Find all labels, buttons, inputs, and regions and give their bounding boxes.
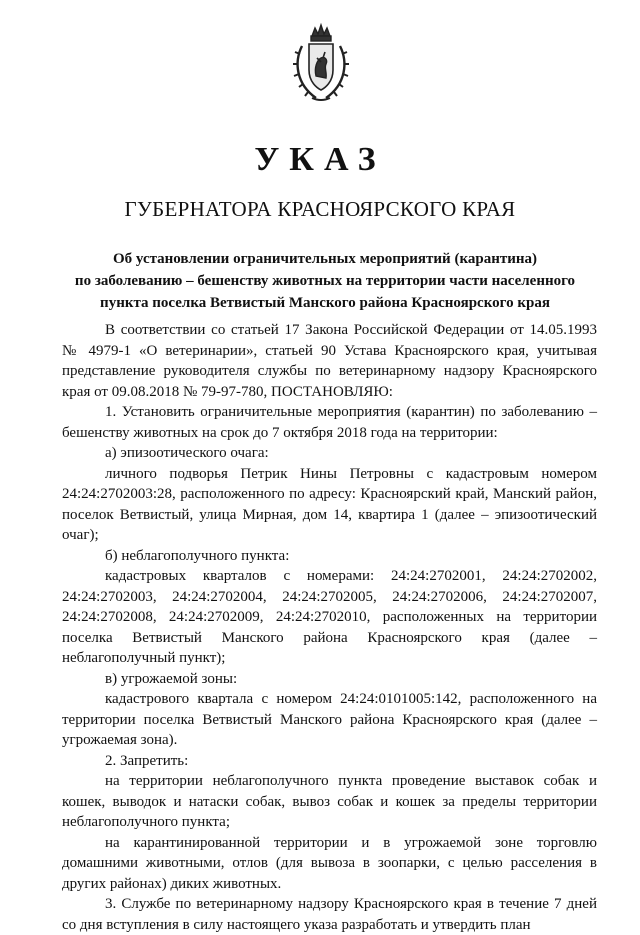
paragraph-item-1: 1. Установить ограничительные мероприятия (карантин) по заболеванию – бешенству животных на срок до 7 октября 2018 года на территории:	[62, 404, 597, 441]
heading-line: пункта поселка Ветвистый Манского района Красноярского края	[100, 295, 550, 311]
paragraph-item-2: 2. Запретить:	[105, 752, 189, 769]
paragraph-subitem-a-text: личного подворья Петрик Нины Петровны с кадастровым номером 24:24:2702003:28, расположенного по адресу: Красноярский край, Манский район, поселок Ветвистый, улица Мирная, дом 14, квартира 1 (далее – эпизоотический очаг);	[62, 465, 597, 543]
paragraph-subitem-c: в) угрожаемой зоны:	[105, 670, 238, 687]
paragraph-subitem-b-text: кадастровых кварталов с номерами: 24:24:2702001, 24:24:2702002, 24:24:2702003, 24:24:2702004, 24:24:2702005, 24:24:2702006, 24:24:2702007, 24:24:2702008, 24:24:2702009, 24:24:2702010, расположенных на территории поселка Ветвистый Манского района Красноярского края (далее – неблагополучный пункт);	[62, 568, 597, 666]
paragraph-subitem-b: б) неблагополучного пункта:	[105, 547, 290, 564]
coat-of-arms-emblem	[290, 22, 352, 104]
paragraph-subitem-a: а) эпизоотического очага:	[105, 445, 269, 461]
paragraph-item-2-text-b: на карантинированной территории и в угрожаемой зоне торговлю домашними животными, отлов (для вывоза в зоопарки, с целью расселения в других районах) диких животных.	[62, 834, 597, 892]
heading-line: Об установлении ограничительных мероприятий (карантина)	[112, 251, 537, 267]
paragraph-item-2-text-a: на территории неблагополучного пункта проведение выставок собак и кошек, выводок и натаски собак, вывоз собак и кошек за пределы территории неблагополучного пункта;	[62, 773, 597, 830]
document-title: УКАЗ	[254, 141, 386, 178]
paragraph-preamble: В соответствии со статьей 17 Закона Российской Федерации от 14.05.1993 № 4979-1 «О ветеринарии», статьей 90 Устава Красноярского края, учитывая представление руководителя службы по ветеринарному надзору Красноярского края от 09.08.2018 № 79-97-780, ПОСТАНОВЛЯЮ:	[62, 322, 597, 400]
heading-line: по заболеванию – бешенству животных на территории части населенного	[74, 273, 576, 289]
paragraph-item-3: 3. Службе по ветеринарному надзору Красноярского края в течение 7 дней со дня вступления в силу настоящего указа разработать и утвердить план	[62, 896, 597, 933]
paragraph-subitem-c-text: кадастрового квартала с номером 24:24:0101005:142, расположенного на территории поселка Ветвистый Манского района Красноярского края (далее – угрожаемая зона).	[62, 691, 597, 748]
document-body	[62, 320, 597, 935]
document-subtitle: ГУБЕРНАТОРА КРАСНОЯРСКОГО КРАЯ	[124, 197, 516, 221]
document-heading	[60, 248, 590, 314]
